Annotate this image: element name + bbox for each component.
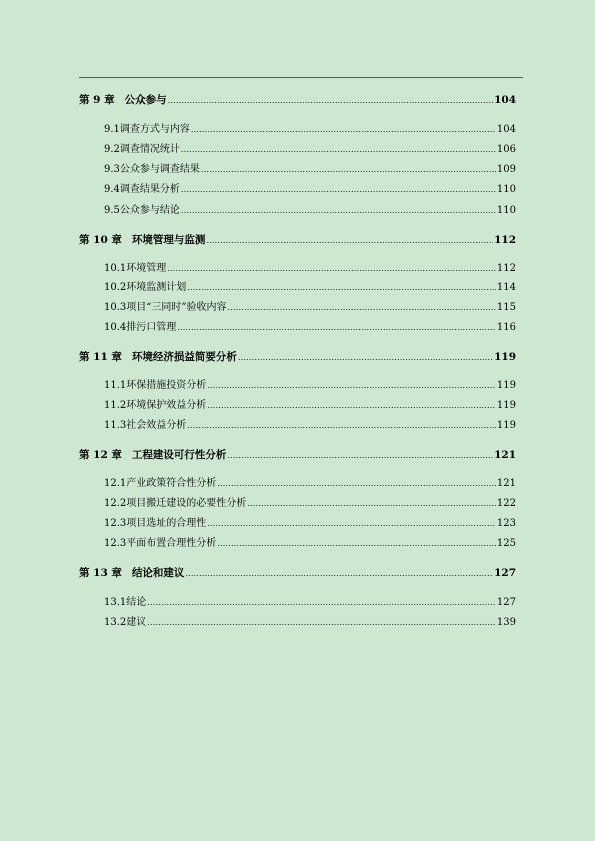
toc-entry-number: 13.1 [104, 597, 127, 608]
toc-entry-page-number: 123 [496, 518, 516, 529]
toc-entry-number: 9.2 [104, 144, 120, 155]
toc-entry-number: 10.3 [104, 302, 127, 313]
toc-dot-leader [247, 497, 496, 511]
toc-entry-number: 10.4 [104, 322, 127, 333]
toc-section-entry[interactable] [104, 204, 516, 218]
toc-entry-title: 项目“三同时”验收内容 [126, 302, 227, 313]
toc-entry-page-number: 116 [496, 322, 516, 333]
toc-dot-leader [147, 596, 496, 610]
toc-entry-number: 12.3 [104, 518, 127, 529]
toc-entry-page-number: 127 [496, 597, 516, 608]
toc-dot-leader [177, 321, 496, 335]
toc-section-entry[interactable] [104, 379, 516, 393]
toc-section-entry[interactable] [104, 301, 516, 315]
toc-dot-leader [238, 351, 493, 365]
toc-entry-title: 平面布置合理性分析 [126, 538, 217, 549]
toc-entry-title: 项目搬迁建设的必要性分析 [126, 498, 247, 509]
toc-dot-leader [181, 204, 496, 218]
toc-dot-leader [207, 517, 496, 531]
toc-entry-page-number: 112 [496, 263, 516, 274]
toc-entry-title: 结论 [126, 597, 147, 608]
toc-entry-page-number: 121 [496, 478, 516, 489]
toc-entry-title: 建议 [126, 617, 147, 628]
toc-section-entry[interactable] [104, 163, 516, 177]
toc-section-entry[interactable] [104, 596, 516, 610]
toc-entry-page-number: 104 [496, 124, 516, 135]
toc-entry-page-number: 127 [494, 567, 516, 579]
toc-dot-leader [207, 399, 496, 413]
toc-entry-page-number: 125 [496, 538, 516, 549]
toc-entry-title: 排污口管理 [126, 322, 177, 333]
toc-entry-title: 环境监测计划 [126, 282, 187, 293]
toc-entry-title: 公众参与 [124, 94, 167, 106]
toc-entry-number: 11.2 [104, 400, 127, 411]
toc-entry-page-number: 110 [496, 205, 516, 216]
toc-entry-title: 环保措施投资分析 [126, 380, 207, 391]
toc-entry-title: 项目选址的合理性 [126, 518, 207, 529]
toc-dot-leader [227, 449, 493, 463]
toc-section-entry[interactable] [104, 399, 516, 413]
toc-entry-page-number: 115 [496, 302, 516, 313]
toc-entry-number: 第 13 章 [79, 567, 122, 579]
toc-entry-number: 9.4 [104, 184, 120, 195]
toc-entry-number: 9.3 [104, 164, 120, 175]
toc-entry-title: 调查方式与内容 [119, 124, 190, 135]
toc-entry-number: 11.3 [104, 420, 127, 431]
toc-dot-leader [185, 567, 493, 581]
toc-dot-leader [201, 163, 496, 177]
toc-entry-title: 调查结果分析 [119, 184, 180, 195]
toc-chapter-entry[interactable] [79, 448, 516, 462]
toc-entry-page-number: 109 [496, 164, 516, 175]
toc-section-entry[interactable] [104, 419, 516, 433]
toc-entry-page-number: 119 [496, 400, 516, 411]
toc-dot-leader [217, 537, 496, 551]
toc-chapter-entry[interactable] [79, 350, 516, 364]
toc-chapter-entry[interactable] [79, 566, 516, 580]
toc-entry-number: 9.5 [104, 205, 120, 216]
toc-entry-number: 12.3 [104, 538, 127, 549]
toc-section-entry[interactable] [104, 262, 516, 276]
toc-section-entry[interactable] [104, 537, 516, 551]
toc-entry-page-number: 106 [496, 144, 516, 155]
toc-dot-leader [181, 143, 496, 157]
toc-entry-title: 社会效益分析 [126, 420, 187, 431]
toc-dot-leader [207, 379, 496, 393]
toc-entry-number: 12.1 [104, 478, 127, 489]
toc-dot-leader [147, 616, 496, 630]
toc-chapter-entry[interactable] [79, 233, 516, 247]
toc-entry-page-number: 119 [494, 351, 516, 363]
toc-section-entry[interactable] [104, 183, 516, 197]
toc-dot-leader [181, 183, 496, 197]
header-rule [79, 77, 523, 78]
toc-dot-leader [206, 234, 493, 248]
toc-section-entry[interactable] [104, 281, 516, 295]
toc-entry-page-number: 104 [494, 94, 516, 106]
toc-entry-title: 产业政策符合性分析 [126, 478, 217, 489]
toc-entry-number: 第 9 章 [79, 94, 115, 106]
toc-entry-title: 环境保护效益分析 [126, 400, 207, 411]
toc-entry-number: 第 10 章 [79, 234, 122, 246]
toc-chapter-entry[interactable] [79, 93, 516, 107]
toc-entry-title: 公众参与调查结果 [119, 164, 200, 175]
toc-entry-page-number: 122 [496, 498, 516, 509]
toc-dot-leader [187, 281, 496, 295]
toc-section-entry[interactable] [104, 123, 516, 137]
toc-dot-leader [168, 94, 493, 108]
toc-entry-page-number: 119 [496, 420, 516, 431]
toc-dot-leader [228, 301, 496, 315]
toc-section-entry[interactable] [104, 616, 516, 630]
toc-section-entry[interactable] [104, 517, 516, 531]
toc-section-entry[interactable] [104, 143, 516, 157]
toc-section-entry[interactable] [104, 497, 516, 511]
toc-entry-number: 12.2 [104, 498, 127, 509]
toc-dot-leader [187, 419, 496, 433]
toc-entry-title: 公众参与结论 [119, 205, 180, 216]
toc-entry-number: 10.1 [104, 263, 127, 274]
toc-section-entry[interactable] [104, 477, 516, 491]
toc-entry-title: 环境管理 [126, 263, 167, 274]
toc-dot-leader [191, 123, 496, 137]
toc-entry-number: 13.2 [104, 617, 127, 628]
toc-entry-page-number: 139 [496, 617, 516, 628]
toc-entry-number: 11.1 [104, 380, 127, 391]
toc-entry-title: 工程建设可行性分析 [131, 449, 227, 461]
toc-entry-title: 结论和建议 [131, 567, 185, 579]
toc-entry-page-number: 119 [496, 380, 516, 391]
toc-entry-title: 调查情况统计 [119, 144, 180, 155]
toc-entry-title: 环境经济损益简要分析 [131, 351, 237, 363]
toc-section-entry[interactable] [104, 321, 516, 335]
toc-entry-number: 9.1 [104, 124, 120, 135]
toc-entry-number: 第 11 章 [79, 351, 122, 363]
toc-entry-title: 环境管理与监测 [131, 234, 206, 246]
toc-dot-leader [167, 262, 496, 276]
toc-entry-number: 第 12 章 [79, 449, 122, 461]
toc-entry-number: 10.2 [104, 282, 127, 293]
toc-entry-page-number: 110 [496, 184, 516, 195]
toc-dot-leader [217, 477, 496, 491]
toc-entry-page-number: 121 [494, 449, 516, 461]
toc-entry-page-number: 112 [494, 234, 516, 246]
toc-entry-page-number: 114 [496, 282, 516, 293]
